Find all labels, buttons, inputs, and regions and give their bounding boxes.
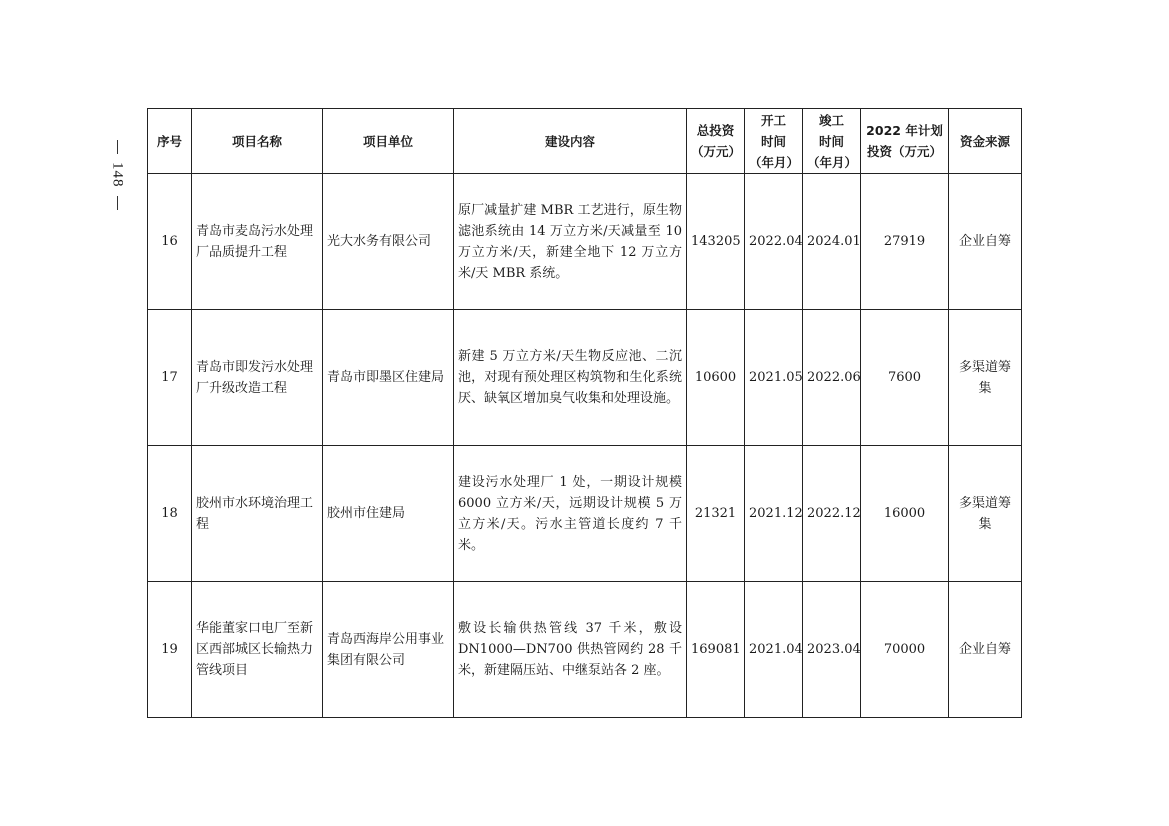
row-content: 敷设长输供热管线 37 千米，敷设 DN1000—DN700 供热管网约 28 千米，新建隔压站、中继泵站各 2 座。 (454, 582, 687, 718)
row-total-investment: 169081 (687, 582, 745, 718)
header-unit: 项目单位 (323, 109, 454, 174)
header-plan-investment-line2: 投资（万元） (866, 144, 942, 159)
row-unit: 青岛市即墨区住建局 (323, 310, 454, 446)
header-end-time (803, 109, 861, 174)
header-plan-investment (861, 109, 949, 174)
row-seq: 18 (148, 446, 192, 582)
table-header-row (148, 109, 1022, 174)
table-row (148, 582, 1022, 718)
header-start-time-line1: 开工 (760, 112, 786, 128)
row-unit: 胶州市住建局 (323, 446, 454, 582)
row-start-time: 2021.04 (745, 582, 803, 718)
row-content: 建设污水处理厂 1 处，一期设计规模 6000 立方米/天，远期设计规模 5 万立方米/天。污水主管道长度约 7 千米。 (454, 446, 687, 582)
row-plan-investment: 7600 (861, 310, 949, 446)
row-funding: 多渠道筹集 (949, 310, 1022, 446)
row-end-time: 2022.06 (803, 310, 861, 446)
header-start-time (745, 109, 803, 174)
row-funding: 企业自筹 (949, 582, 1022, 718)
row-plan-investment: 27919 (861, 174, 949, 310)
row-total-investment: 143205 (687, 174, 745, 310)
header-content: 建设内容 (454, 109, 687, 174)
header-end-time-line2: 时间 (818, 133, 844, 149)
page-number-text: 148 (109, 162, 126, 188)
header-start-time-line2: 时间 (760, 133, 786, 149)
row-funding: 企业自筹 (949, 174, 1022, 310)
row-end-time: 2023.04 (803, 582, 861, 718)
header-plan-investment-line1: 2022 年计划 (866, 123, 943, 138)
row-end-time: 2022.12 (803, 446, 861, 582)
table-row (148, 310, 1022, 446)
header-seq: 序号 (148, 109, 192, 174)
table-row (148, 446, 1022, 582)
header-name: 项目名称 (192, 109, 323, 174)
table-row (148, 174, 1022, 310)
row-name: 青岛市即发污水处理厂升级改造工程 (192, 310, 323, 446)
row-plan-investment: 16000 (861, 446, 949, 582)
row-unit: 光大水务有限公司 (323, 174, 454, 310)
row-total-investment: 10600 (687, 310, 745, 446)
row-start-time: 2022.04 (745, 174, 803, 310)
projects-table (147, 108, 1022, 718)
header-total-investment (687, 109, 745, 174)
header-total-investment-line2: （万元） (691, 144, 742, 159)
header-end-time-line3: （年月） (807, 154, 858, 170)
page-number-dash-bottom (117, 196, 118, 210)
page-number-dash-top (117, 140, 118, 154)
row-start-time: 2021.12 (745, 446, 803, 582)
row-seq: 19 (148, 582, 192, 718)
header-start-time-line3: （年月） (749, 154, 800, 170)
header-total-investment-line1: 总投资 (696, 123, 735, 138)
row-name: 华能董家口电厂至新区西部城区长输热力管线项目 (192, 582, 323, 718)
row-name: 青岛市麦岛污水处理厂品质提升工程 (192, 174, 323, 310)
row-content: 原厂减量扩建 MBR 工艺进行，原生物滤池系统由 14 万立方米/天减量至 10 万立方米/天，新建全地下 12 万立方米/天 MBR 系统。 (454, 174, 687, 310)
page-number (100, 120, 134, 230)
row-total-investment: 21321 (687, 446, 745, 582)
row-name: 胶州市水环境治理工程 (192, 446, 323, 582)
row-unit: 青岛西海岸公用事业集团有限公司 (323, 582, 454, 718)
row-content: 新建 5 万立方米/天生物反应池、二沉池，对现有预处理区构筑物和生化系统厌、缺氧区增加臭气收集和处理设施。 (454, 310, 687, 446)
row-funding: 多渠道筹集 (949, 446, 1022, 582)
header-funding: 资金来源 (949, 109, 1022, 174)
header-end-time-line1: 竣工 (818, 112, 844, 128)
row-seq: 16 (148, 174, 192, 310)
row-seq: 17 (148, 310, 192, 446)
row-start-time: 2021.05 (745, 310, 803, 446)
row-end-time: 2024.01 (803, 174, 861, 310)
row-plan-investment: 70000 (861, 582, 949, 718)
